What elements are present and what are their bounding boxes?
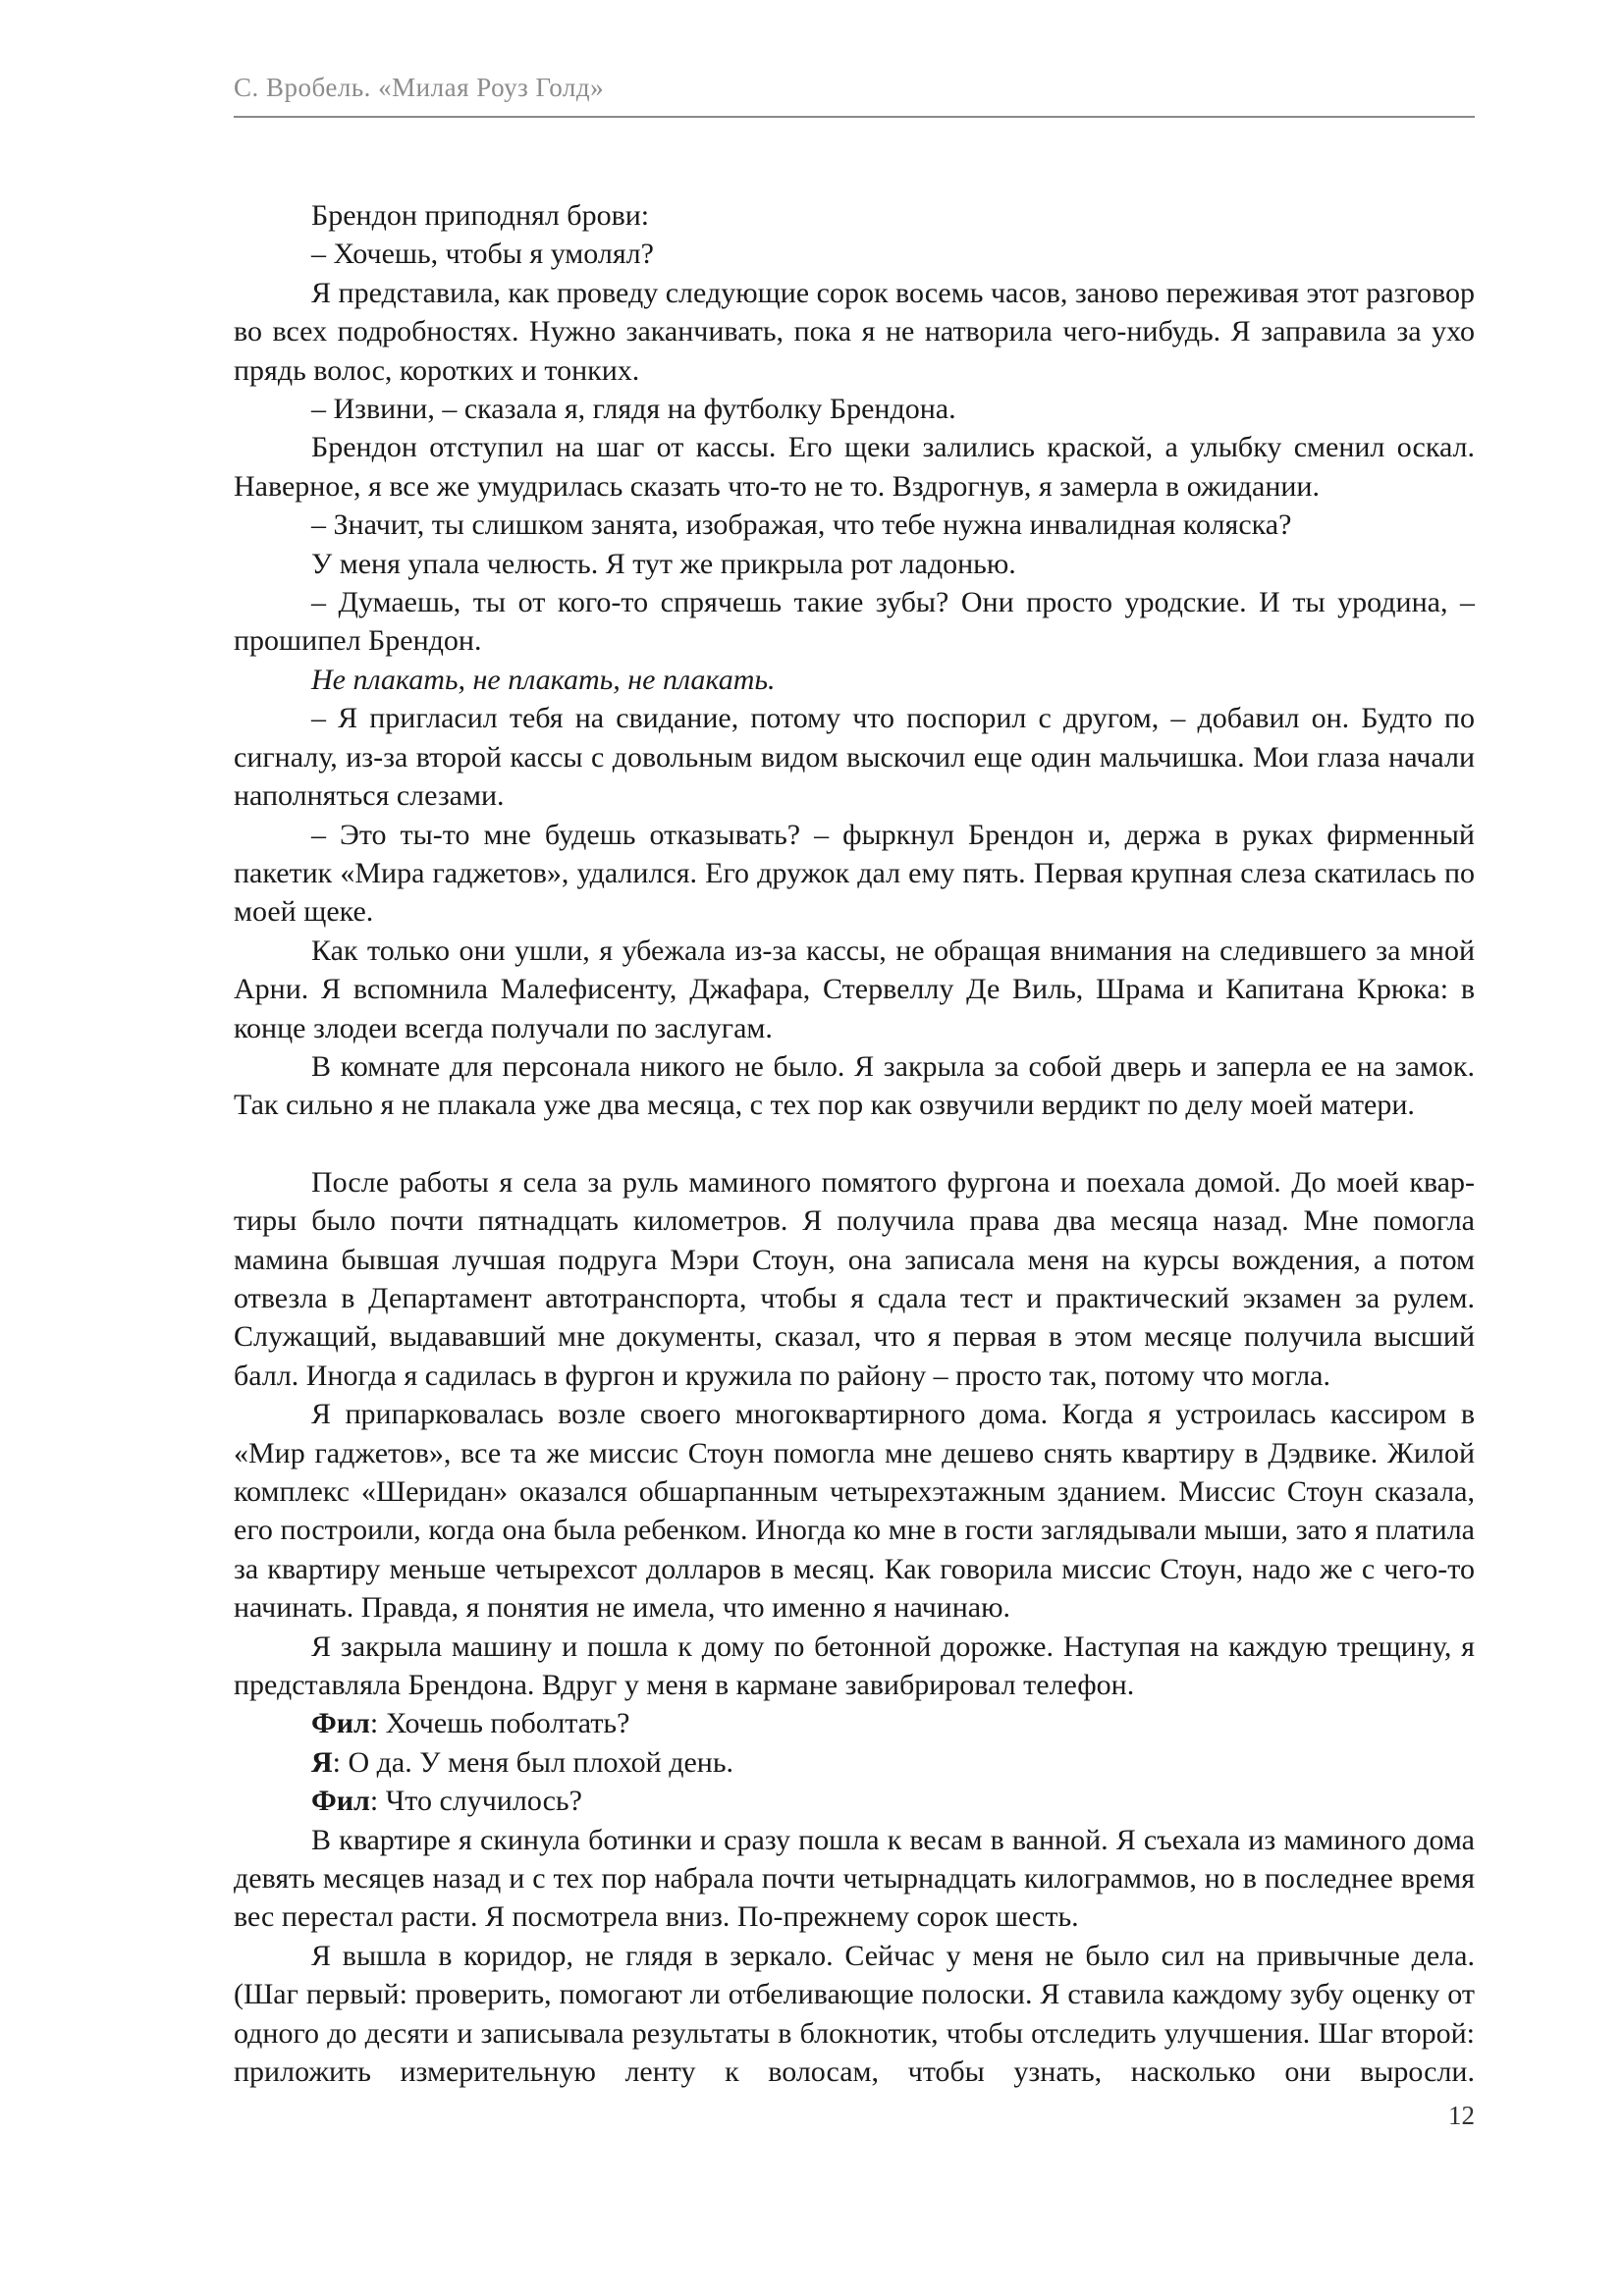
running-header: С. Вробель. «Милая Роуз Голд»: [234, 73, 605, 102]
body-text: [234, 196, 1475, 2092]
paragraph: – Хочешь, чтобы я умолял?: [311, 238, 654, 271]
chat-text: : О да. У меня был плохой день.: [332, 1745, 734, 1779]
paragraph: Как только они ушли, я убежала из-за кассы, не обращая внимания на следившего за мной Арни. Я вспомнила Малефисенту, Джафара, Стервеллу Де Виль, Шрама и Капитана Крюка: в конце злодеи всегда получали по заслугам.: [234, 934, 1475, 1044]
paragraph: В комнате для персонала никого не было. Я закрыла за собой дверь и заперла ее на замок. Так сильно я не плакала уже два месяца, с тех пор как озвучили вердикт по делу моей матери.: [234, 1049, 1475, 1122]
paragraph: После работы я села за руль маминого помятого фургона и поехала домой. До моей квартиры было почти пятнадцать километров. Я получила права два месяца назад. Мне помогла мамина бывшая лучшая подруга Мэри Стоун, она записала меня на курсы вождения, а потом отвезла в Департамент автотранспорта, чтобы я сдала тест и практический экзамен за рулем. Служащий, выдававший мне документы, сказал, что я первая в этом месяце получила высший балл. Иногда я садилась в фургон и кружила по району – просто так, потому что могла.: [234, 1165, 1475, 1392]
page-number: 12: [1448, 2101, 1475, 2130]
chat-line: [234, 1743, 1475, 1782]
paragraph: Брендон отступил на шаг от кассы. Его щеки залились краской, а улыбку сменил оскал. Наверное, я все же умудрилась сказать что-то не то. Вздрогнув, я замерла в ожидании.: [234, 431, 1475, 503]
chat-text: : Хочешь поболтать?: [369, 1707, 630, 1740]
header-rule: [234, 116, 1475, 118]
paragraph: Брендон приподнял брови:: [311, 199, 650, 232]
chat-line: [234, 1704, 1475, 1742]
paragraph: – Это ты-то мне будешь отказывать? – фыркнул Брендон и, держа в руках фирменный пакетик «Мира гаджетов», удалился. Его дружок дал ему пять. Первая крупная слеза скатилась по моей щеке.: [234, 818, 1475, 929]
paragraph: Я вышла в коридор, не глядя в зеркало. Сейчас у меня не было сил на привычные дела. (Шаг первый: проверить, помогают ли отбеливающие полоски. Я ставила каждому зубу оценку от одного до десяти и записывала результаты в блокнотик, чтобы отследить улучшения. Шаг второй: приложить измерительную ленту к волосам, чтобы узнать, насколько они выросли.: [234, 1939, 1475, 2089]
paragraph-italic: [234, 661, 1475, 699]
paragraph: – Думаешь, ты от кого-то спрячешь такие зубы? Они просто уродские. И ты уродина, – прошипел Брендон.: [234, 586, 1475, 658]
paragraph: Я закрыла машину и пошла к дому по бетонной дорожке. Наступая на каждую трещину, я представляла Брендона. Вдруг у меня в кармане завибрировал телефон.: [234, 1629, 1475, 1702]
chat-speaker: Фил: [311, 1707, 370, 1740]
chat-speaker: Фил: [311, 1785, 370, 1818]
paragraph: – Извини, – сказала я, глядя на футболку Брендона.: [311, 393, 956, 426]
paragraph: – Значит, ты слишком занята, изображая, что тебе нужна инвалидная коляска?: [311, 508, 1292, 542]
paragraph: – Я пригласил тебя на свидание, потому что поспорил с другом, – добавил он. Будто по сигналу, из-за второй кассы с довольным видом выскочил еще один мальчишка. Мои глаза начали наполняться слезами.: [234, 702, 1475, 813]
paragraph: В квартире я скинула ботинки и сразу пошла к весам в ванной. Я съехала из маминого дома девять месяцев назад и с тех пор набрала почти четырнадцать килограммов, но в последнее время вес перестал расти. Я посмотрела вниз. По-прежнему сорок шесть.: [234, 1823, 1475, 1934]
chat-text: : Что случилось?: [369, 1785, 582, 1818]
paragraph: Я представила, как проведу следующие сорок восемь часов, заново переживая этот разговор во всех подробностях. Нужно заканчивать, пока я не натворила чего-нибудь. Я заправила за ухо прядь волос, коротких и тонких.: [234, 276, 1475, 387]
paragraph: Я припарковалась возле своего многоквартирного дома. Когда я устроилась кассиром в «Мир гаджетов», все та же миссис Стоун помогла мне дешево снять квартиру в Дэдвике. Жилой комплекс «Шеридан» оказался обшарпанным четырехэтажным зданием. Миссис Стоун сказала, его построили, когда она была ребенком. Иногда ко мне в гости заглядывали мыши, зато я платила за квартиру меньше четырехсот долларов в месяц. Как говорила миссис Стоун, надо же с чего-то начинать. Правда, я понятия не имела, что именно я начинаю.: [234, 1398, 1475, 1625]
paragraph: У меня упала челюсть. Я тут же прикрыла рот ладонью.: [311, 547, 1016, 580]
italic-thought: Не плакать, не плакать, не плакать.: [311, 663, 776, 696]
chat-speaker: Я: [311, 1745, 333, 1779]
chat-line: [234, 1782, 1475, 1820]
